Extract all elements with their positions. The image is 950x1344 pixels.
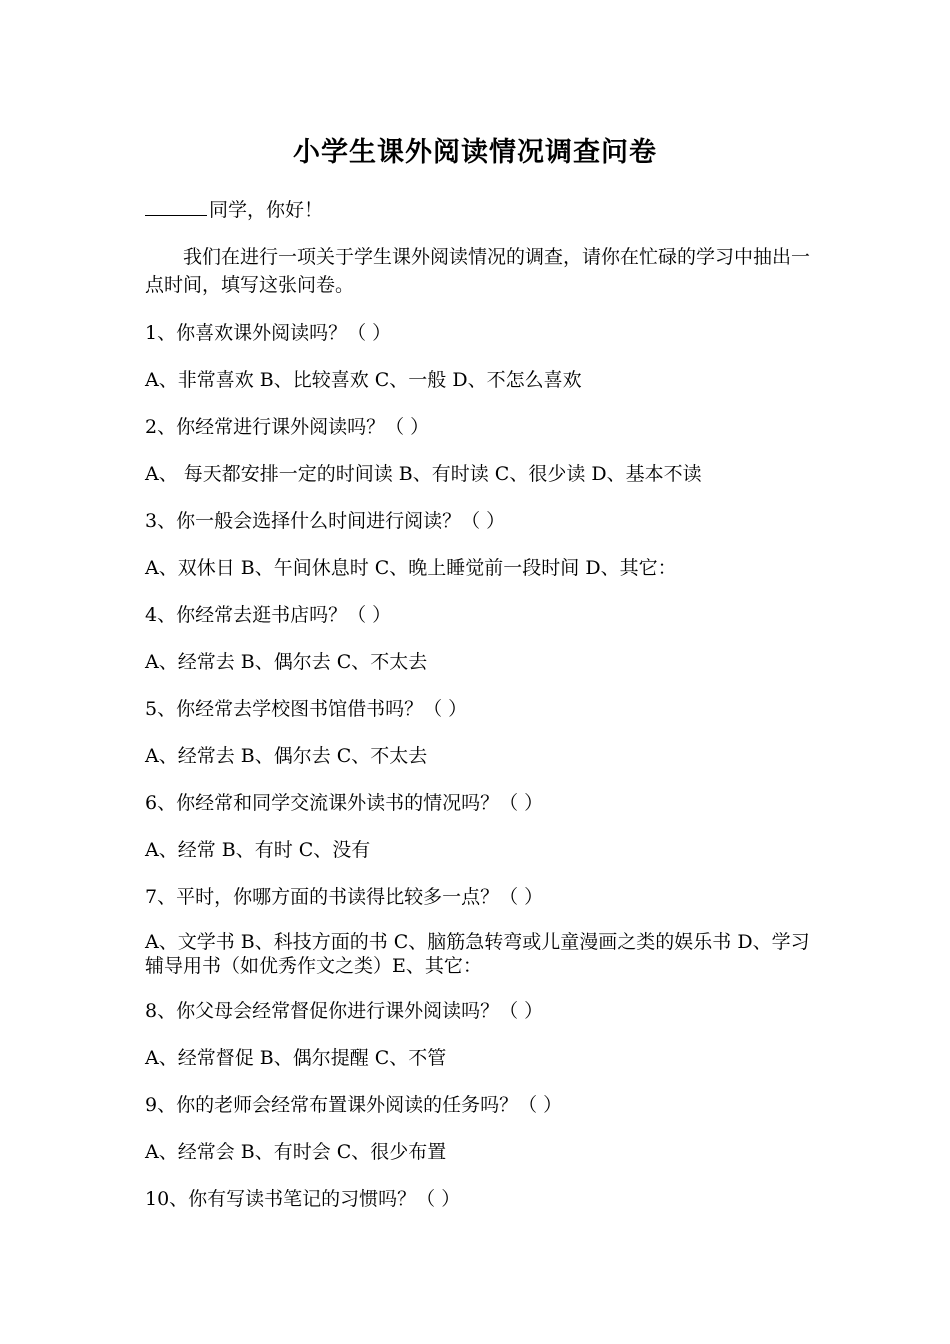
question-7: 7、平时，你哪方面的书读得比较多一点？（ ） <box>145 886 544 908</box>
greeting-line <box>145 195 825 224</box>
greeting-text: 同学，你好！ <box>209 199 324 221</box>
question-2: 2、你经常进行课外阅读吗？（ ） <box>145 416 430 438</box>
question-6: 6、你经常和同学交流课外读书的情况吗？（ ） <box>145 792 544 814</box>
question-8: 8、你父母会经常督促你进行课外阅读吗？（ ） <box>145 1000 544 1022</box>
options-1: A、非常喜欢 B、比较喜欢 C、一般 D、不怎么喜欢 <box>145 369 582 391</box>
name-blank[interactable] <box>145 195 207 216</box>
question-9: 9、你的老师会经常布置课外阅读的任务吗？（ ） <box>145 1094 563 1116</box>
page-title: 小学生课外阅读情况调查问卷 <box>293 137 657 168</box>
question-1: 1、你喜欢课外阅读吗？（ ） <box>145 322 392 344</box>
options-5: A、经常去 B、偶尔去 C、不太去 <box>145 745 428 767</box>
question-3: 3、你一般会选择什么时间进行阅读？（ ） <box>145 510 506 532</box>
question-5: 5、你经常去学校图书馆借书吗？（ ） <box>145 698 468 720</box>
options-2: A、 每天都安排一定的时间读 B、有时读 C、很少读 D、基本不读 <box>145 463 702 485</box>
survey-content <box>145 195 825 1232</box>
question-10: 10、你有写读书笔记的习惯吗？（ ） <box>145 1188 461 1210</box>
options-4: A、经常去 B、偶尔去 C、不太去 <box>145 651 428 673</box>
options-8: A、经常督促 B、偶尔提醒 C、不管 <box>145 1047 447 1069</box>
options-7: A、文学书 B、科技方面的书 C、脑筋急转弯或儿童漫画之类的娱乐书 D、学习辅导用书（如优秀作文之类）E、其它： <box>145 931 810 977</box>
options-6: A、经常 B、有时 C、没有 <box>145 839 371 861</box>
question-4: 4、你经常去逛书店吗？（ ） <box>145 604 392 626</box>
options-3: A、双休日 B、午间休息时 C、晚上睡觉前一段时间 D、其它： <box>145 557 677 579</box>
options-9: A、经常会 B、有时会 C、很少布置 <box>145 1141 447 1163</box>
intro-paragraph: 我们在进行一项关于学生课外阅读情况的调查，请你在忙碌的学习中抽出一点时间，填写这张问卷。 <box>145 246 811 296</box>
